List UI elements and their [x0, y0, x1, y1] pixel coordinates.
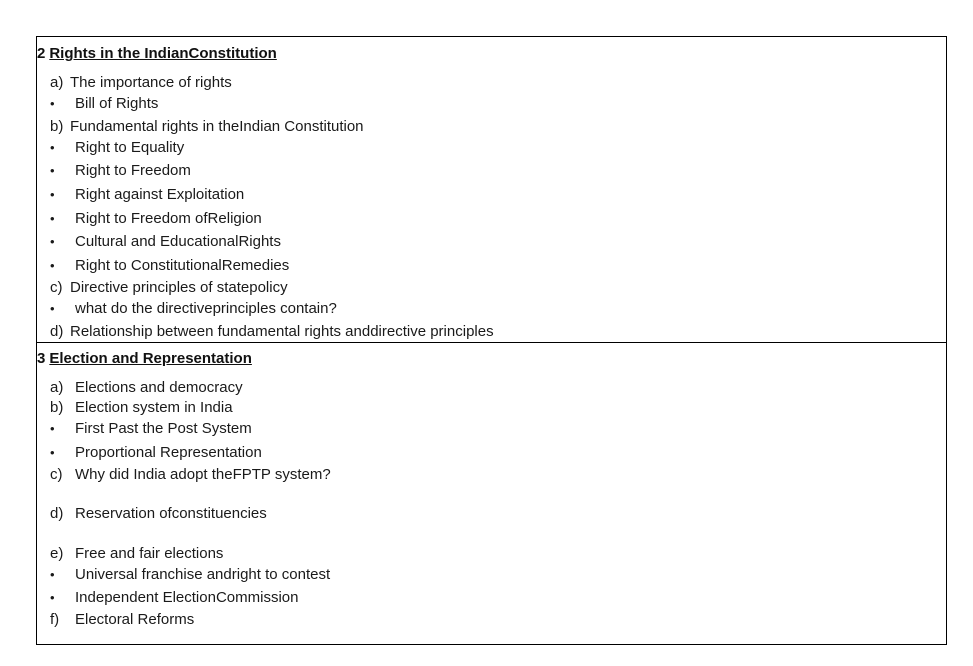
item-marker: c) [50, 466, 63, 483]
list-item: Universal franchise andright to contest [75, 566, 331, 583]
list-item: Right to Freedom [75, 162, 191, 179]
list-item: Fundamental rights in theIndian Constitution [70, 118, 364, 135]
list-item: Bill of Rights [75, 95, 159, 112]
item-marker: a) [50, 74, 64, 91]
bullet-icon: • [50, 96, 55, 111]
bullet-icon: • [50, 301, 55, 316]
list-item: Free and fair elections [75, 545, 224, 562]
bullet-icon: • [50, 258, 55, 273]
item-marker: c) [50, 279, 63, 296]
section-number: 2 [37, 45, 46, 62]
section-heading [37, 45, 277, 63]
section-title: Election and Representation [49, 350, 252, 367]
list-item: what do the directiveprinciples contain? [75, 300, 337, 317]
list-item: Right to Freedom ofReligion [75, 210, 262, 227]
section-title: Rights in the IndianConstitution [49, 45, 277, 62]
list-item: Electoral Reforms [75, 611, 195, 628]
bullet-icon: • [50, 234, 55, 249]
list-item: Right against Exploitation [75, 186, 245, 203]
bullet-icon: • [50, 567, 55, 582]
list-item: The importance of rights [70, 74, 232, 91]
list-item: Election system in India [75, 399, 233, 416]
section-number: 3 [37, 350, 46, 367]
list-item: Proportional Representation [75, 444, 262, 461]
list-item: Reservation ofconstituencies [75, 505, 267, 522]
list-item: Cultural and EducationalRights [75, 233, 281, 250]
list-item: Directive principles of statepolicy [70, 279, 288, 296]
list-item: Right to ConstitutionalRemedies [75, 257, 290, 274]
bullet-icon: • [50, 590, 55, 605]
list-item: Relationship between fundamental rights anddirective principles [70, 323, 494, 340]
section-heading [37, 350, 252, 368]
list-item: Why did India adopt theFPTP system? [75, 466, 331, 483]
bullet-icon: • [50, 445, 55, 460]
row-divider [37, 342, 946, 343]
list-item: Elections and democracy [75, 379, 243, 396]
item-marker: a) [50, 379, 64, 396]
item-marker: f) [50, 611, 60, 628]
bullet-icon: • [50, 140, 55, 155]
bullet-icon: • [50, 187, 55, 202]
bullet-icon: • [50, 211, 55, 226]
list-item: First Past the Post System [75, 420, 252, 437]
item-marker: b) [50, 118, 64, 135]
item-marker: d) [50, 505, 64, 522]
item-marker: b) [50, 399, 64, 416]
list-item: Independent ElectionCommission [75, 589, 299, 606]
bullet-icon: • [50, 421, 55, 436]
item-marker: d) [50, 323, 64, 340]
list-item: Right to Equality [75, 139, 185, 156]
bullet-icon: • [50, 163, 55, 178]
item-marker: e) [50, 545, 64, 562]
